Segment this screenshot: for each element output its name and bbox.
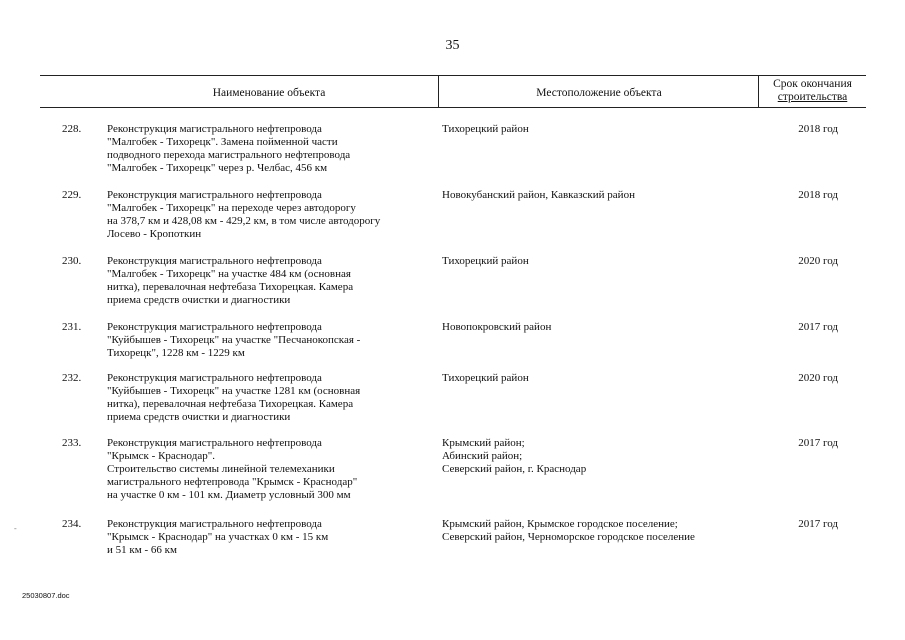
row-number: 233.: [62, 437, 82, 449]
row-object-name: [107, 123, 437, 175]
row-number: 230.: [62, 255, 82, 267]
row-object-name: [107, 518, 437, 557]
row-object-location: [442, 437, 754, 476]
row-object-name-line: Реконструкция магистрального нефтепровода: [107, 321, 322, 333]
row-object-location: [442, 321, 754, 334]
row-object-name-line: приема средств очистки и диагностики: [107, 411, 291, 423]
row-number: 228.: [62, 123, 82, 135]
page-number: 35: [445, 38, 460, 53]
row-number: 229.: [62, 189, 82, 201]
row-completion-term: 2020 год: [798, 255, 838, 267]
footer-filename: 25030807.doc: [22, 591, 70, 600]
row-object-name: [107, 255, 437, 307]
row-completion-term: 2017 год: [798, 437, 838, 449]
row-object-name-line: Лосево - Кропоткин: [107, 228, 202, 240]
row-object-location: [442, 189, 754, 202]
row-object-location-line: Абинский район;: [442, 450, 523, 462]
row-object-name-line: Реконструкция магистрального нефтепровода: [107, 255, 322, 267]
row-object-name-line: "Крымск - Краснодар" на участках 0 км - 15 км: [107, 531, 329, 543]
row-object-name-line: магистрального нефтепровода "Крымск - Краснодар": [107, 476, 358, 488]
row-object-location: [442, 255, 754, 268]
row-object-location: [442, 372, 754, 385]
row-object-name-line: "Малгобек - Тихорецк" на переходе через автодорогу: [107, 202, 356, 214]
row-object-name-line: и 51 км - 66 км: [107, 544, 177, 556]
row-object-name-line: подводного перехода магистрального нефтепровода: [107, 149, 351, 161]
row-object-location-line: Крымский район, Крымское городское поселение;: [442, 518, 678, 530]
header-object-location: Местоположение объекта: [536, 87, 662, 99]
row-object-name-line: на 378,7 км и 428,08 км - 429,2 км, в том числе автодорогу: [107, 215, 381, 227]
row-object-name: [107, 321, 437, 360]
row-object-name-line: Реконструкция магистрального нефтепровода: [107, 123, 322, 135]
header-term-line1: Срок окончания: [773, 78, 852, 90]
row-completion-term: 2018 год: [798, 189, 838, 201]
row-object-name-line: Реконструкция магистрального нефтепровода: [107, 372, 322, 384]
row-object-location-line: Северский район, г. Краснодар: [442, 463, 587, 475]
row-object-name-line: нитка), перевалочная нефтебаза Тихорецкая. Камера: [107, 398, 354, 410]
row-object-name-line: Строительство системы линейной телемеханики: [107, 463, 335, 475]
row-object-name-line: "Малгобек - Тихорецк". Замена пойменной части: [107, 136, 338, 148]
header-term-line2: строительства: [777, 91, 848, 103]
column-divider-name-location: [438, 75, 439, 108]
row-object-location: [442, 123, 754, 136]
row-completion-term: 2017 год: [798, 518, 838, 530]
row-object-location: [442, 518, 754, 544]
row-object-name-line: "Куйбышев - Тихорецк" на участке "Песчанокопская -: [107, 334, 361, 346]
margin-mark: -: [14, 524, 17, 533]
row-object-name-line: Реконструкция магистрального нефтепровода: [107, 189, 322, 201]
row-object-location-line: Северский район, Черноморское городское поселение: [442, 531, 695, 543]
row-number: 234.: [62, 518, 82, 530]
row-object-name-line: нитка), перевалочная нефтебаза Тихорецкая. Камера: [107, 281, 354, 293]
row-object-location-line: Крымский район;: [442, 437, 525, 449]
table-top-rule: [40, 75, 866, 76]
table-header-rule: [40, 107, 866, 108]
row-object-name-line: Реконструкция магистрального нефтепровода: [107, 518, 322, 530]
row-object-name-line: на участке 0 км - 101 км. Диаметр условный 300 мм: [107, 489, 351, 501]
row-object-name: [107, 437, 437, 502]
column-divider-location-term: [758, 75, 759, 108]
row-object-location-line: Тихорецкий район: [442, 372, 529, 384]
row-object-name-line: "Куйбышев - Тихорецк" на участке 1281 км (основная: [107, 385, 361, 397]
row-completion-term: 2017 год: [798, 321, 838, 333]
row-number: 232.: [62, 372, 82, 384]
row-object-name-line: Реконструкция магистрального нефтепровода: [107, 437, 322, 449]
row-object-location-line: Новопокровский район: [442, 321, 552, 333]
row-completion-term: 2018 год: [798, 123, 838, 135]
row-object-name: [107, 189, 437, 241]
row-object-name-line: "Крымск - Краснодар".: [107, 450, 215, 462]
row-object-location-line: Тихорецкий район: [442, 255, 529, 267]
header-object-name: Наименование объекта: [212, 87, 326, 99]
row-number: 231.: [62, 321, 82, 333]
row-object-name-line: Тихорецк", 1228 км - 1229 км: [107, 347, 245, 359]
header-completion-term: [760, 78, 865, 104]
row-object-name-line: приема средств очистки и диагностики: [107, 294, 291, 306]
row-object-name-line: "Малгобек - Тихорецк" на участке 484 км (основная: [107, 268, 351, 280]
row-object-name-line: "Малгобек - Тихорецк" через р. Челбас, 456 км: [107, 162, 328, 174]
row-object-location-line: Новокубанский район, Кавказский район: [442, 189, 635, 201]
row-object-location-line: Тихорецкий район: [442, 123, 529, 135]
row-completion-term: 2020 год: [798, 372, 838, 384]
row-object-name: [107, 372, 437, 424]
